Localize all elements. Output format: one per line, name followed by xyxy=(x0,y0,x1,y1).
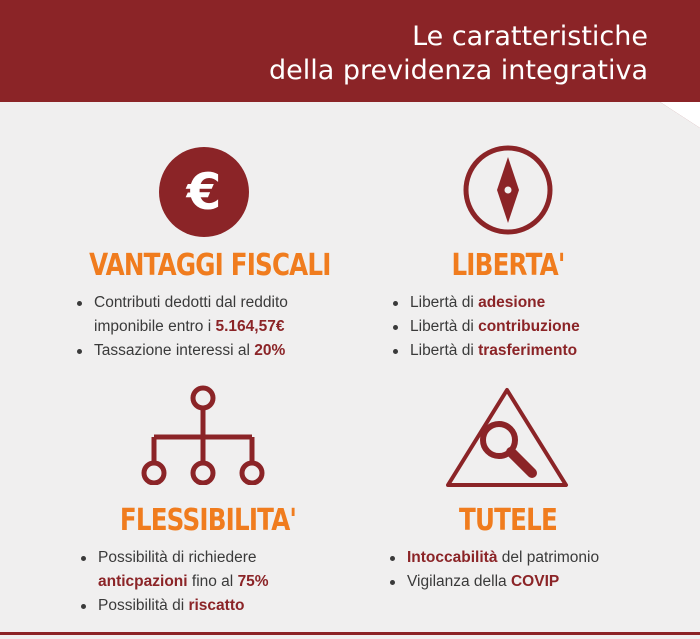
vantaggi-fiscali-list xyxy=(74,291,374,363)
list-item-text: Libertà di xyxy=(410,342,479,359)
list-item-text: Possibilità di xyxy=(98,597,189,614)
list-item-text: Libertà di xyxy=(410,318,479,335)
euro-glyph: € xyxy=(186,163,222,221)
section-title-vantaggi-fiscali: VANTAGGI FISCALI xyxy=(89,248,331,283)
page-title xyxy=(269,20,648,88)
triangle-magnifier-icon xyxy=(442,384,572,490)
list-item-text: imponibile entro i xyxy=(94,318,216,335)
list-item xyxy=(78,594,378,618)
list-item xyxy=(74,291,374,339)
list-item-text: Possibilità di richiedere xyxy=(98,549,257,566)
highlight-term: contribuzione xyxy=(478,318,580,335)
list-item-text: Tassazione interessi al xyxy=(94,342,255,359)
list-item-text: Contributi dedotti dal reddito xyxy=(94,294,288,311)
highlight-rate: 75% xyxy=(237,573,269,590)
list-item xyxy=(387,546,687,570)
list-item xyxy=(390,291,690,315)
highlight-term: trasferimento xyxy=(478,342,578,359)
flessibilita-list xyxy=(78,546,378,618)
highlight-term: anticpazioni xyxy=(98,573,188,590)
highlight-amount: 5.164,57€ xyxy=(215,318,285,335)
list-item xyxy=(390,315,690,339)
section-title-tutele: TUTELE xyxy=(459,503,557,538)
compass-icon xyxy=(461,143,555,237)
euro-icon xyxy=(158,146,250,238)
list-item-text: del patrimonio xyxy=(497,549,600,566)
section-title-liberta: LIBERTA' xyxy=(451,248,565,283)
liberta-list xyxy=(390,291,690,363)
highlight-term: riscatto xyxy=(188,597,245,614)
page-title-line-2: della previdenza integrativa xyxy=(269,55,648,86)
list-item xyxy=(78,546,378,594)
list-item xyxy=(390,339,690,363)
tutele-list xyxy=(387,546,687,594)
section-title-flessibilita: FLESSIBILITA' xyxy=(119,503,297,538)
highlight-term: COVIP xyxy=(510,573,560,590)
list-item-text: Libertà di xyxy=(410,294,479,311)
header-banner xyxy=(0,0,700,130)
list-item-text: Vigilanza della xyxy=(407,573,511,590)
highlight-rate: 20% xyxy=(254,342,286,359)
hierarchy-icon xyxy=(140,385,266,485)
list-item xyxy=(387,570,687,594)
list-item xyxy=(74,339,374,363)
page-title-line-1: Le caratteristiche xyxy=(412,21,648,52)
list-item-text: fino al xyxy=(187,573,238,590)
highlight-term: Intoccabilità xyxy=(407,549,498,566)
highlight-term: adesione xyxy=(478,294,546,311)
bottom-divider xyxy=(0,632,700,635)
